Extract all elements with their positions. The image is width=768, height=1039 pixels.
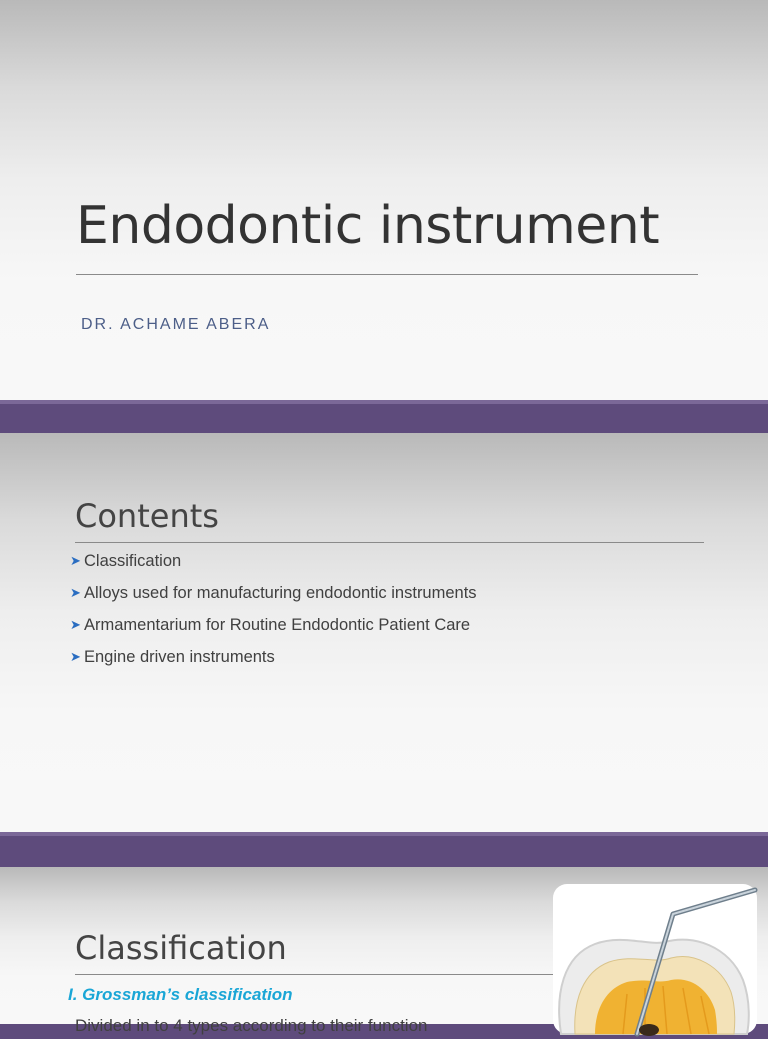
contents-slide [0,433,768,832]
classification-slide [0,867,768,1035]
contents-heading: Contents [75,497,219,535]
list-item-text: Engine driven instruments [84,648,275,666]
arrow-bullet-icon: ➤ [70,553,81,568]
title-slide [0,0,768,400]
list-item-text: Classification [84,552,182,570]
presentation-title: Endodontic instrument [76,196,660,256]
tooth-instrument-illustration [553,884,757,1034]
contents-divider [75,542,704,543]
author-name: DR. ACHAME ABERA [81,316,271,333]
list-item-text: Alloys used for manufacturing endodontic instruments [84,584,477,602]
list-item [70,582,477,614]
classification-subheading: I. Grossman’s classification [68,985,293,1004]
list-item-text: Armamentarium for Routine Endodontic Patient Care [84,616,471,634]
arrow-bullet-icon: ➤ [70,585,81,600]
list-item [70,646,477,678]
classification-divider [75,974,553,975]
contents-list [70,550,477,678]
arrow-bullet-icon: ➤ [70,617,81,632]
slide-separator [0,832,768,867]
list-item [70,550,477,582]
classification-heading: Classification [75,929,287,967]
arrow-bullet-icon: ➤ [70,649,81,664]
classification-body-text: Divided in to 4 types according to their function [75,1016,428,1035]
slide-separator [0,400,768,433]
tooth-icon [553,884,757,1034]
title-divider [76,274,698,275]
list-item [70,614,477,646]
